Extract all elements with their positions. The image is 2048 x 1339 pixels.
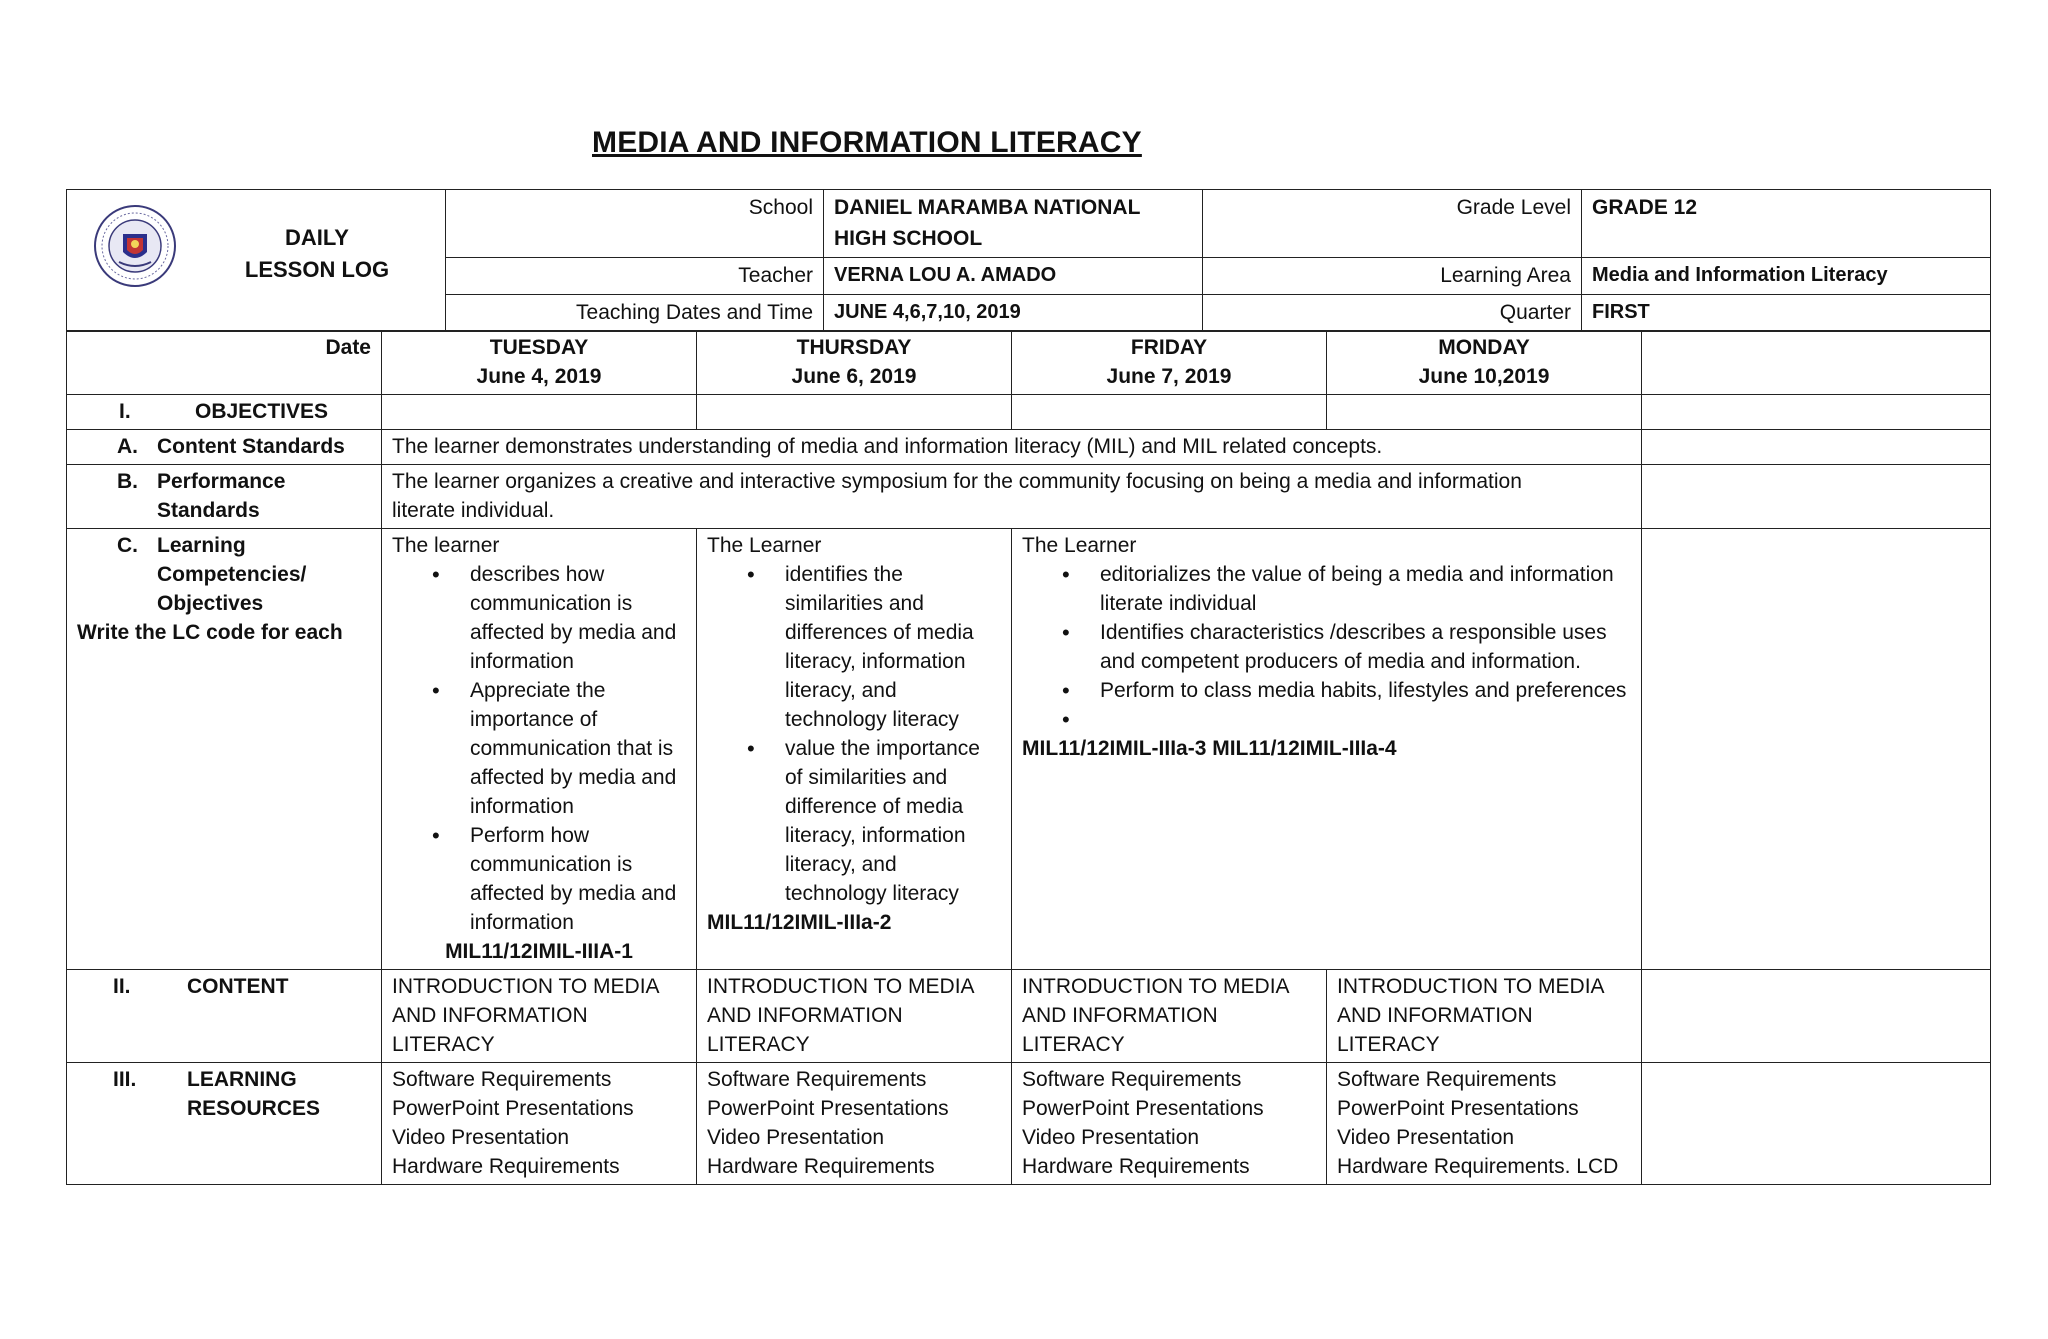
lc-code: MIL11/12IMIL-IIIA-1 (445, 940, 633, 963)
competency-item-empty (1100, 705, 1631, 734)
resources-label (67, 1063, 382, 1185)
empty-cell (1012, 395, 1327, 430)
date-row (67, 331, 1991, 395)
daily-lesson-log-label (207, 222, 427, 286)
teaching-dates-label: Teaching Dates and Time (446, 295, 824, 332)
lc-code: MIL11/12IMIL-IIIa-3 MIL11/12IMIL-IIIa-4 (1022, 737, 1397, 760)
content-row (67, 970, 1991, 1063)
competency-item: • Identifies characteristics /describes a responsible uses and competent producers of media and information. (1100, 618, 1631, 676)
section-title-line2: RESOURCES (187, 1097, 321, 1120)
competencies-label (67, 529, 382, 970)
section-number: III. (113, 1068, 137, 1091)
day-date: June 4, 2019 (476, 365, 602, 388)
day-cell-3 (1012, 331, 1327, 395)
resource-item: Video Presentation (1022, 1126, 1200, 1149)
day-date: June 6, 2019 (791, 365, 917, 388)
content-standards-row (67, 430, 1991, 465)
empty-cell (697, 395, 1012, 430)
resources-cell-3 (1012, 1063, 1327, 1185)
school-value (824, 190, 1203, 258)
deped-seal-icon (93, 204, 177, 288)
empty-cell (1642, 465, 1991, 529)
competency-item: • Perform how communication is affected by media and information (470, 821, 686, 937)
empty-cell (1642, 395, 1991, 430)
section-number: II. (113, 975, 131, 998)
grade-level-value: GRADE 12 (1582, 190, 1991, 258)
resource-item: PowerPoint Presentations (392, 1097, 634, 1120)
sub-number: B. (117, 470, 138, 493)
school-value-line2: HIGH SCHOOL (834, 227, 983, 250)
lc-code-note: Write the LC code for each (77, 621, 343, 644)
content-cell-2: INTRODUCTION TO MEDIA AND INFORMATION LITERACY (697, 970, 1012, 1063)
resources-row (67, 1063, 1991, 1185)
sub-number: C. (117, 534, 138, 557)
teaching-dates-value: JUNE 4,6,7,10, 2019 (824, 295, 1203, 332)
resource-item: PowerPoint Presentations (707, 1097, 949, 1120)
day-date: June 7, 2019 (1106, 365, 1232, 388)
competency-intro: The learner (392, 534, 500, 557)
resource-item: Hardware Requirements (707, 1155, 935, 1178)
competency-item: • describes how communication is affected by media and information (470, 560, 686, 676)
log-label-line2: LESSON LOG (244, 257, 390, 282)
header-table (66, 189, 1991, 332)
extra-day-cell (1642, 331, 1991, 395)
content-cell-1: INTRODUCTION TO MEDIA AND INFORMATION LITERACY (382, 970, 697, 1063)
performance-standards-row (67, 465, 1991, 529)
day-cell-2 (697, 331, 1012, 395)
competency-intro: The Learner (1022, 534, 1137, 557)
day-name: FRIDAY (1130, 336, 1208, 359)
objectives-row (67, 395, 1991, 430)
resource-item: Video Presentation (707, 1126, 885, 1149)
quarter-value: FIRST (1582, 295, 1991, 332)
section-title: OBJECTIVES (195, 400, 329, 423)
document-title: MEDIA AND INFORMATION LITERACY (592, 126, 1142, 159)
sub-title: Content Standards (157, 435, 345, 458)
content-standards-text: The learner demonstrates understanding of media and information literacy (MIL) and MIL related concepts. (382, 430, 1642, 465)
lesson-log-table (66, 330, 1991, 1185)
content-cell-4: INTRODUCTION TO MEDIA AND INFORMATION LITERACY (1327, 970, 1642, 1063)
quarter-label: Quarter (1203, 295, 1582, 332)
resource-item: Software Requirements (1337, 1068, 1557, 1091)
log-label-line1: DAILY (285, 225, 349, 250)
content-standards-label (67, 430, 382, 465)
empty-cell (1642, 1063, 1991, 1185)
resources-cell-1 (382, 1063, 697, 1185)
school-label: School (446, 190, 824, 258)
teacher-label: Teacher (446, 258, 824, 295)
learning-area-value: Media and Information Literacy (1582, 258, 1991, 295)
competencies-col-2 (697, 529, 1012, 970)
resource-item: Video Presentation (1337, 1126, 1515, 1149)
competency-item: • Appreciate the importance of communication that is affected by media and information (470, 676, 686, 821)
day-cell-4 (1327, 331, 1642, 395)
section-title-line1: LEARNING (187, 1068, 297, 1091)
empty-cell (1327, 395, 1642, 430)
text-line2: literate individual. (392, 499, 555, 522)
competencies-col-3 (1012, 529, 1642, 970)
sub-title-line1: Performance (157, 470, 286, 493)
learning-area-label: Learning Area (1203, 258, 1582, 295)
competency-item: • editorializes the value of being a media and information literate individual (1100, 560, 1631, 618)
sub-title-line2: Competencies/ (157, 563, 307, 586)
lc-code: MIL11/12IMIL-IIIa-2 (707, 911, 892, 934)
section-number: I. (119, 400, 131, 423)
text-line1: The learner organizes a creative and interactive symposium for the community focusing on being a media and information (392, 470, 1522, 493)
resource-item: Software Requirements (707, 1068, 927, 1091)
resource-item: Software Requirements (392, 1068, 612, 1091)
day-name: MONDAY (1438, 336, 1530, 359)
competency-item: • value the importance of similarities and difference of media literacy, information literacy, and technology literacy (785, 734, 1001, 908)
resources-cell-2 (697, 1063, 1012, 1185)
performance-standards-text (382, 465, 1642, 529)
resource-item: PowerPoint Presentations (1022, 1097, 1264, 1120)
day-date: June 10,2019 (1418, 365, 1550, 388)
sub-title-line3: Objectives (157, 592, 264, 615)
competency-intro: The Learner (707, 534, 822, 557)
grade-level-label: Grade Level (1203, 190, 1582, 258)
resources-cell-4 (1327, 1063, 1642, 1185)
resource-item: Software Requirements (1022, 1068, 1242, 1091)
competencies-col-1 (382, 529, 697, 970)
objectives-label (67, 395, 382, 430)
sub-title-line2: Standards (157, 499, 260, 522)
sub-number: A. (117, 435, 138, 458)
empty-cell (382, 395, 697, 430)
content-cell-3: INTRODUCTION TO MEDIA AND INFORMATION LITERACY (1012, 970, 1327, 1063)
empty-cell (1642, 529, 1991, 970)
date-label: Date (67, 331, 382, 395)
section-title: CONTENT (187, 975, 289, 998)
competency-item: • Perform to class media habits, lifestyles and preferences (1100, 676, 1631, 705)
empty-cell (1642, 430, 1991, 465)
day-cell-1 (382, 331, 697, 395)
sub-title-line1: Learning (157, 534, 246, 557)
content-label (67, 970, 382, 1063)
empty-cell (1642, 970, 1991, 1063)
competency-item: • identifies the similarities and differences of media literacy, information literacy, and technology literacy (785, 560, 1001, 734)
resource-item: Hardware Requirements. LCD (1337, 1155, 1619, 1178)
resource-item: PowerPoint Presentations (1337, 1097, 1579, 1120)
performance-standards-label (67, 465, 382, 529)
teacher-value: VERNA LOU A. AMADO (824, 258, 1203, 295)
resource-item: Video Presentation (392, 1126, 570, 1149)
competencies-row (67, 529, 1991, 970)
logo-cell (67, 190, 446, 332)
day-name: TUESDAY (489, 336, 589, 359)
day-name: THURSDAY (796, 336, 912, 359)
school-value-line1: DANIEL MARAMBA NATIONAL (834, 196, 1141, 219)
resource-item: Hardware Requirements (392, 1155, 620, 1178)
resource-item: Hardware Requirements (1022, 1155, 1250, 1178)
